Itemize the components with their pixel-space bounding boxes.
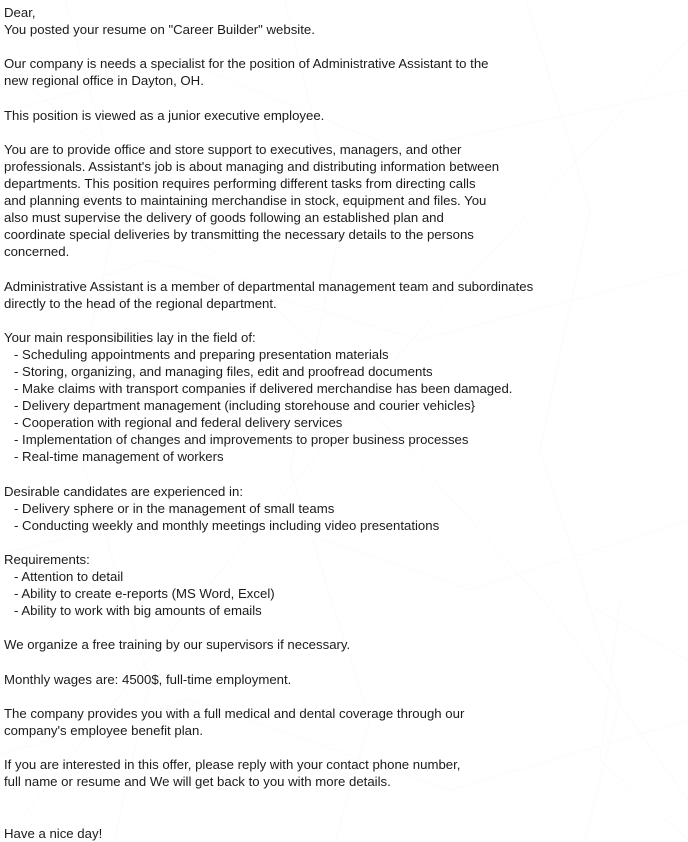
benefits-line-2: company's employee benefit plan. xyxy=(4,722,203,738)
requirements-heading: Requirements: xyxy=(4,552,90,567)
intro-block xyxy=(4,55,688,89)
spacer xyxy=(4,38,688,55)
closing-line-1: Have a nice day! xyxy=(4,825,103,841)
duties-line-3: departments. This position requires performing different tasks from directing calls xyxy=(4,175,476,191)
benefits-line-1: The company provides you with a full medical and dental coverage through our xyxy=(4,705,465,721)
duties-line-1: You are to provide office and store support to executives, managers, and other xyxy=(4,141,462,157)
seniority-line-1: This position is viewed as a junior executive employee. xyxy=(4,107,325,123)
list-item: - Cooperation with regional and federal delivery services xyxy=(14,415,343,431)
source-line: You posted your resume on "Career Builder" website. xyxy=(4,22,315,38)
list-item: - Delivery sphere or in the management of small teams xyxy=(14,500,335,516)
spacer xyxy=(4,739,688,756)
reporting-line-2: directly to the head of the regional department. xyxy=(4,295,277,311)
spacer xyxy=(4,688,688,705)
duties-line-6: coordinate special deliveries by transmitting the necessary details to the persons xyxy=(4,227,474,243)
spacer xyxy=(4,534,688,551)
list-item: - Delivery department management (including storehouse and courier vehicles} xyxy=(14,398,476,414)
desirable-heading: Desirable candidates are experienced in: xyxy=(4,483,243,499)
list-item: - Real-time management of workers xyxy=(14,449,224,465)
list-item: - Make claims with transport companies if delivered merchandise has been damaged. xyxy=(14,381,513,397)
reporting-block xyxy=(4,278,688,312)
duties-line-4: and planning events to maintaining merchandise in stock, equipment and files. You xyxy=(4,193,487,209)
wages-line-1: Monthly wages are: 4500$, full-time employment. xyxy=(4,671,292,687)
salutation-line: Dear, xyxy=(4,5,36,20)
responsibilities-block xyxy=(4,329,688,466)
benefits-block xyxy=(4,705,688,739)
spacer xyxy=(4,807,688,824)
spacer xyxy=(4,124,688,141)
responsibilities-heading: Your main responsibilities lay in the field of: xyxy=(4,329,256,345)
seniority-block xyxy=(4,107,688,124)
call-to-action-block xyxy=(4,756,688,790)
duties-paragraph xyxy=(4,141,688,261)
intro-line-1: Our company is needs a specialist for the position of Administrative Assistant to the xyxy=(4,56,489,72)
intro-line-2: new regional office in Dayton, OH. xyxy=(4,73,204,89)
spacer xyxy=(4,260,688,277)
list-item: - Scheduling appointments and preparing presentation materials xyxy=(14,346,389,362)
spacer xyxy=(4,790,688,807)
spacer xyxy=(4,619,688,636)
duties-line-5: also must supervise the delivery of goods following an established plan and xyxy=(4,210,444,226)
spacer xyxy=(4,654,688,671)
greeting-block xyxy=(4,4,688,38)
list-item: - Ability to work with big amounts of emails xyxy=(14,603,262,619)
duties-line-7: concerned. xyxy=(4,244,70,260)
spacer xyxy=(4,466,688,483)
duties-line-2: professionals. Assistant's job is about managing and distributing information between xyxy=(4,158,500,174)
cta-line-2: full name or resume and We will get back to you with more details. xyxy=(4,774,391,790)
list-item: - Storing, organizing, and managing files, edit and proofread documents xyxy=(14,363,433,379)
list-item: - Attention to detail xyxy=(14,569,124,585)
training-line-1: We organize a free training by our supervisors if necessary. xyxy=(4,637,351,653)
closing-block xyxy=(4,825,688,842)
cta-line-1: If you are interested in this offer, please reply with your contact phone number, xyxy=(4,757,461,773)
desirable-block xyxy=(4,483,688,534)
spacer xyxy=(4,312,688,329)
training-block xyxy=(4,636,688,653)
list-item: - Conducting weekly and monthly meetings including video presentations xyxy=(14,517,440,533)
list-item: - Implementation of changes and improvements to proper business processes xyxy=(14,432,469,448)
spacer xyxy=(4,89,688,106)
reporting-line-1: Administrative Assistant is a member of departmental management team and subordinates xyxy=(4,278,534,294)
list-item: - Ability to create e-reports (MS Word, Excel) xyxy=(14,586,275,602)
requirements-block xyxy=(4,551,688,619)
wages-block xyxy=(4,671,688,688)
